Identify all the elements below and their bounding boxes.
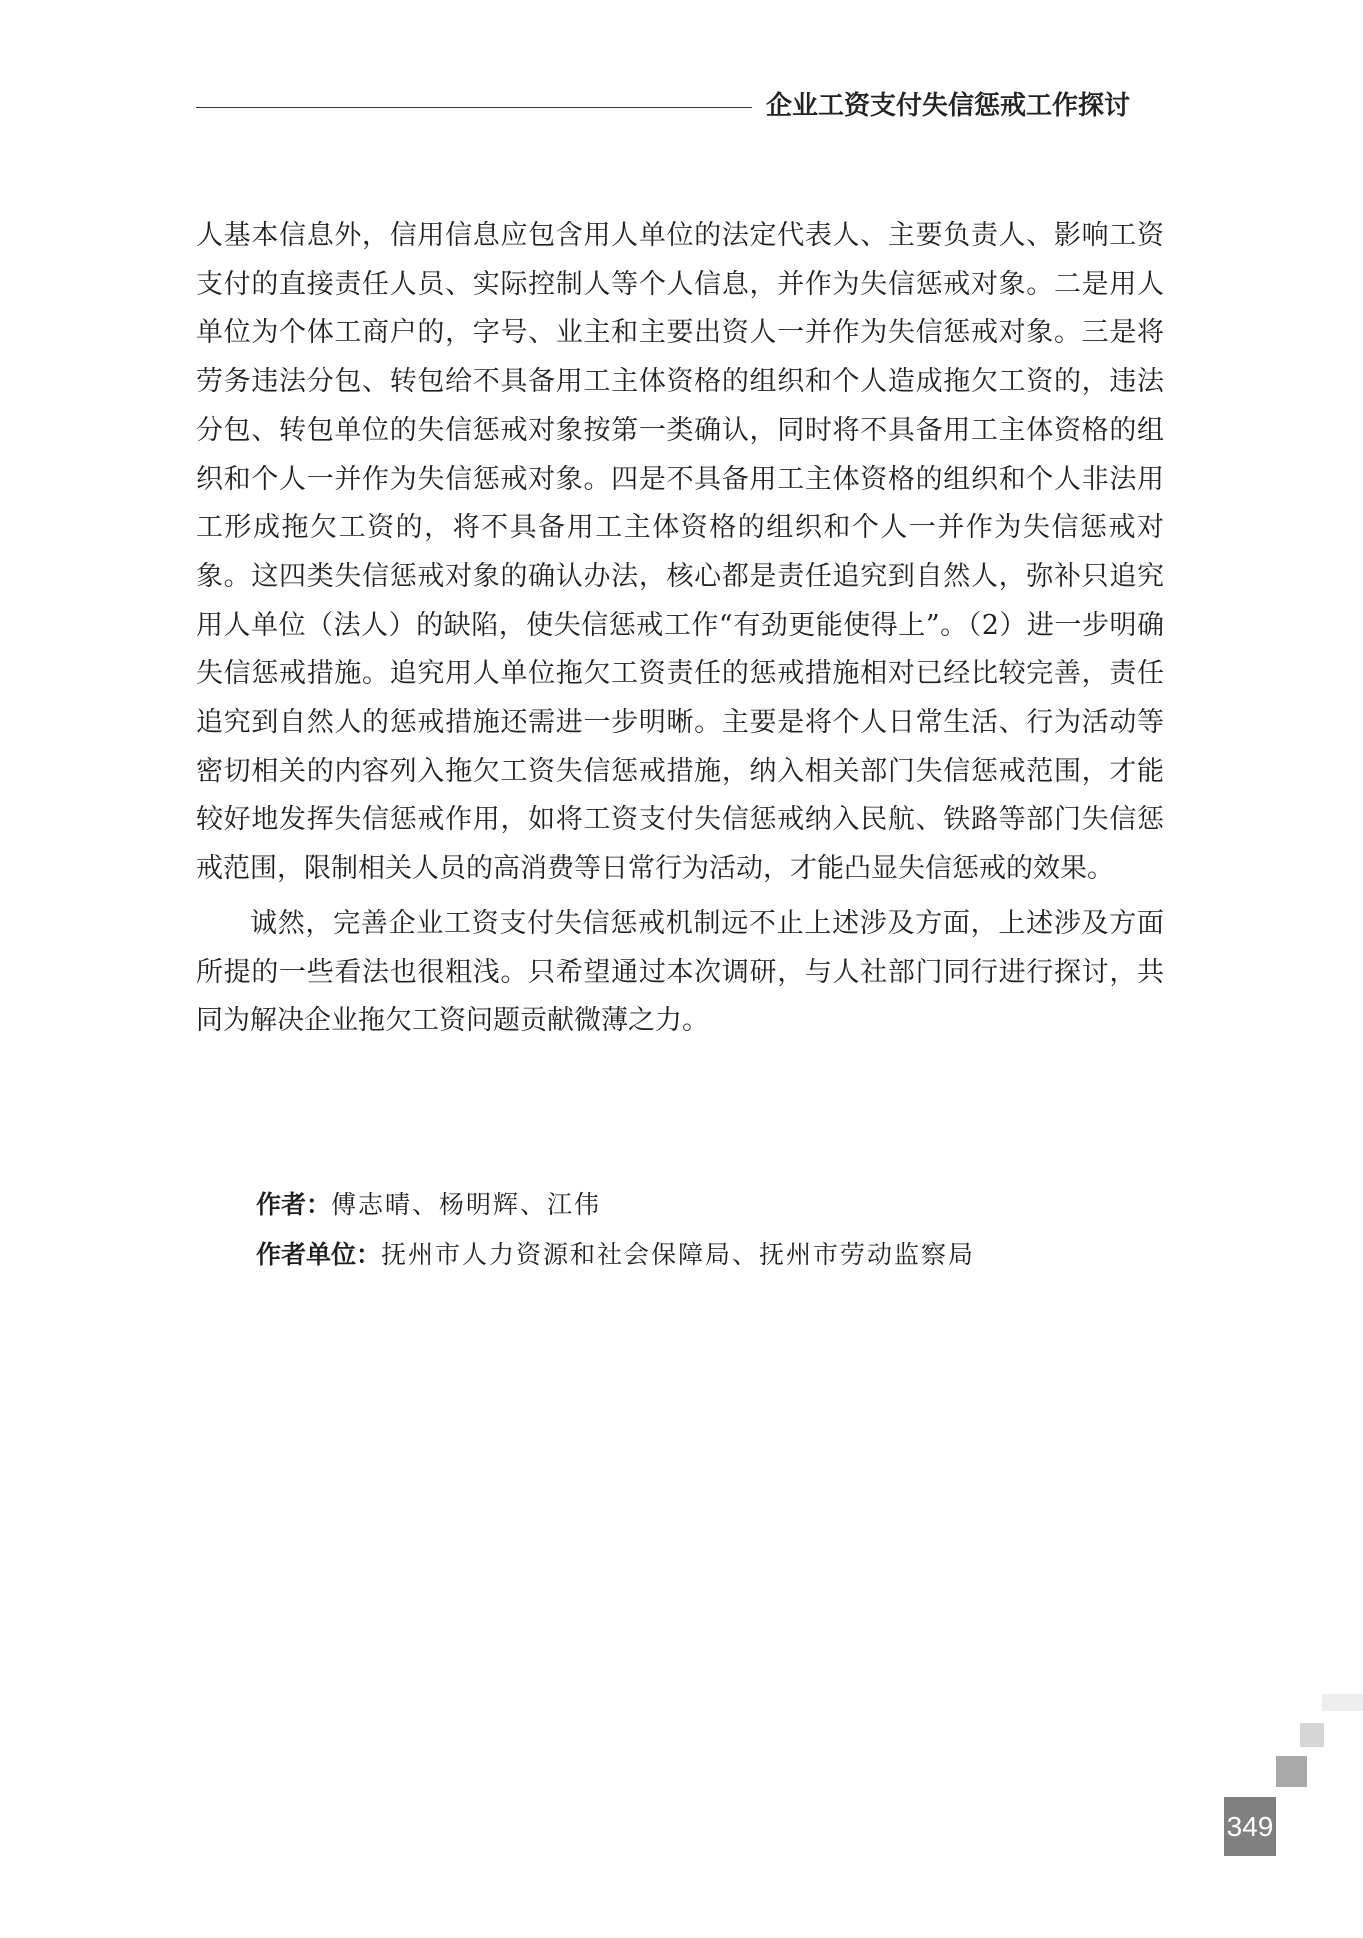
article-body — [196, 212, 1164, 1046]
author-label: 作者： — [256, 1190, 332, 1219]
decor-square-dark — [1276, 1756, 1307, 1787]
page-number: 349 — [1224, 1797, 1276, 1856]
running-title: 企业工资支付失信惩戒工作探讨 — [766, 91, 1131, 121]
decor-square-mid — [1300, 1723, 1324, 1747]
author-credits — [256, 1180, 1156, 1280]
author-unit-label: 作者单位： — [256, 1240, 382, 1269]
header-rule — [196, 107, 752, 108]
paragraph-conclusion: 诚然，完善企业工资支付失信惩戒机制远不止上述涉及方面，上述涉及方面所提的一些看法也很粗浅。只希望通过本次调研，与人社部门同行进行探讨，共同为解决企业拖欠工资问题贡献微薄之力。 — [196, 907, 1164, 1037]
author-unit-names: 抚州市人力资源和社会保障局、抚州市劳动监察局 — [381, 1240, 976, 1269]
author-unit-line — [256, 1230, 1156, 1280]
paragraph-continued: 人基本信息外，信用信息应包含用人单位的法定代表人、主要负责人、影响工资支付的直接责任人员、实际控制人等个人信息，并作为失信惩戒对象。二是用人单位为个体工商户的，字号、业主和主要出资人一并作为失信惩戒对象。三是将劳务违法分包、转包给不具备用工主体资格的组织和个人造成拖欠工资的，违法分包、转包单位的失信惩戒对象按第一类确认，同时将不具备用工主体资格的组织和个人一并作为失信惩戒对象。四是不具备用工主体资格的组织和个人非法用工形成拖欠工资的，将不具备用工主体资格的组织和个人一并作为失信惩戒对象。这四类失信惩戒对象的确认办法，核心都是责任追究到自然人，弥补只追究用人单位（法人）的缺陷，使失信惩戒工作“有劲更能使得上”。（2）进一步明确失信惩戒措施。追究用人单位拖欠工资责任的惩戒措施相对已经比较完善，责任追究到自然人的惩戒措施还需进一步明晰。主要是将个人日常生活、行为活动等密切相关的内容列入拖欠工资失信惩戒措施，纳入相关部门失信惩戒范围，才能较好地发挥失信惩戒作用，如将工资支付失信惩戒纳入民航、铁路等部门失信惩戒范围，限制相关人员的高消费等日常行为活动，才能凸显失信惩戒的效果。 — [196, 220, 1164, 885]
author-names: 傅志晴、杨明辉、江伟 — [331, 1190, 602, 1219]
decor-square-light — [1322, 1694, 1363, 1711]
author-line — [256, 1180, 1156, 1230]
